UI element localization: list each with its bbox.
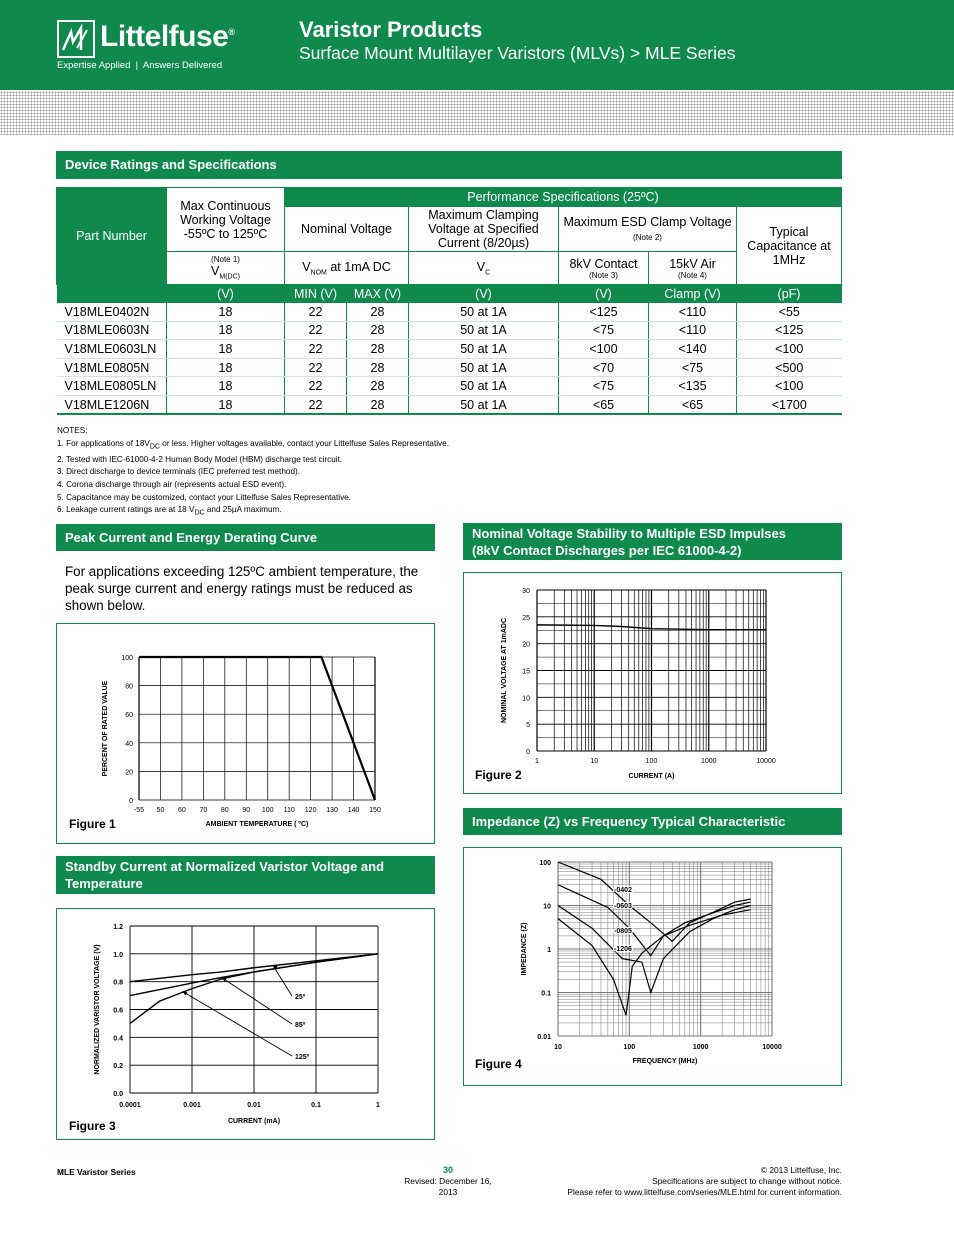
table-cell: 22 xyxy=(285,358,347,377)
figure2-label: Figure 2 xyxy=(475,768,522,782)
table-cell: <100 xyxy=(737,340,842,359)
derating-paragraph: For applications exceeding 125ºC ambient temperature, the peak surge current and energy ratings must be reduced as shown below. xyxy=(65,564,419,613)
x-tick-label: 0.001 xyxy=(183,1102,201,1109)
x-tick-label: 10000 xyxy=(756,758,776,765)
copyright: © 2013 Littelfuse, Inc. xyxy=(760,1165,842,1175)
air-header: 15kV Air (Note 4) xyxy=(649,252,737,285)
table-cell: <135 xyxy=(649,377,737,396)
figure4-box xyxy=(463,847,842,1086)
note-item: 4. Corona discharge through air (represents actual ESD event). xyxy=(57,480,287,490)
standby-heading-line: Standby Current at Normalized Varistor Voltage and xyxy=(65,859,385,874)
x-tick-label: 1000 xyxy=(692,1044,709,1051)
unit-cell: MAX (V) xyxy=(347,285,409,303)
page-number: 30 xyxy=(442,1165,453,1175)
x-tick-label: 1 xyxy=(535,758,539,765)
y-tick-label: 0.0 xyxy=(113,1091,123,1098)
figure2-chart xyxy=(464,573,841,793)
series-annotation: 85º xyxy=(295,1022,306,1029)
table-cell: 28 xyxy=(347,377,409,396)
table-cell: 28 xyxy=(347,303,409,322)
ratings-table xyxy=(56,187,842,415)
footer-center xyxy=(398,1165,498,1198)
stability-heading-line: Nominal Voltage Stability to Multiple ESD Impulses xyxy=(472,526,786,541)
brand-name: Littelfuse® xyxy=(100,20,235,53)
notes-block xyxy=(57,425,449,520)
annotation-leader xyxy=(182,991,292,1056)
x-tick-label: 150 xyxy=(369,807,381,814)
y-tick-label: 5 xyxy=(526,722,530,730)
series-label: -0603 xyxy=(614,903,632,910)
stability-heading-line: (8kV Contact Discharges per IEC 61000-4-2) xyxy=(472,543,742,558)
table-cell: V18MLE0805LN xyxy=(57,377,167,396)
table-cell: <75 xyxy=(649,358,737,377)
standby-heading xyxy=(56,856,435,894)
x-tick-label: -55 xyxy=(133,807,145,814)
table-cell: <75 xyxy=(559,321,649,340)
figure3-chart xyxy=(57,909,434,1139)
figure1-box xyxy=(56,623,435,844)
table-cell: V18MLE0603LN xyxy=(57,340,167,359)
unit-cell: (V) xyxy=(409,285,559,303)
x-tick-label: 110 xyxy=(283,807,295,814)
table-cell: <65 xyxy=(559,395,649,414)
table-cell: <125 xyxy=(559,303,649,322)
x-tick-label: 0.0001 xyxy=(119,1102,141,1109)
table-cell: <125 xyxy=(737,321,842,340)
footer-series: MLE Varistor Series xyxy=(57,1167,136,1177)
series-annotation: 25º xyxy=(295,994,306,1001)
x-tick-label: 80 xyxy=(220,807,229,814)
table-cell: <70 xyxy=(559,358,649,377)
x-tick-label: 0.1 xyxy=(311,1102,321,1109)
table-cell: 50 at 1A xyxy=(409,358,559,377)
unit-cell: (V) xyxy=(559,285,649,303)
standby-heading-line: Temperature xyxy=(65,876,143,891)
y-tick-label: 20 xyxy=(125,769,133,777)
table-cell: 22 xyxy=(285,377,347,396)
spec-notice: Specifications are subject to change without notice. xyxy=(652,1176,842,1186)
unit-cell: (V) xyxy=(167,285,285,303)
table-cell: <500 xyxy=(737,358,842,377)
esd-clamp-header: Maximum ESD Clamp Voltage (Note 2) xyxy=(559,207,737,252)
y-tick-label: 10 xyxy=(522,695,530,703)
dot-pattern-band xyxy=(0,91,954,135)
impedance-curve xyxy=(558,885,751,956)
y-axis-label: NORMALIZED VARISTOR VOLTAGE (V) xyxy=(94,944,101,1075)
figure3-box xyxy=(56,908,435,1140)
x-tick-label: 130 xyxy=(326,807,338,814)
annotation-leader xyxy=(273,965,292,996)
table-row xyxy=(57,358,842,377)
nominal-voltage-header: Nominal Voltage xyxy=(285,207,409,252)
note-item: 6. Leakage current ratings are at 18 $V_{DC}$ and 25µA maximum. xyxy=(57,505,282,517)
x-tick-label: 70 xyxy=(199,807,208,814)
y-axis-label: IMPEDANCE (Z) xyxy=(521,922,528,976)
table-cell: 18 xyxy=(167,321,285,340)
y-tick-label: 1 xyxy=(547,947,551,954)
table-cell: 50 at 1A xyxy=(409,340,559,359)
note-item: 5. Capacitance may be customized, contact your Littelfuse Sales Representative. xyxy=(57,492,351,502)
table-row xyxy=(57,321,842,340)
table-cell: 18 xyxy=(167,358,285,377)
series-annotation: 125º xyxy=(295,1054,310,1061)
table-cell: <65 xyxy=(649,395,737,414)
y-tick-label: 20 xyxy=(522,641,530,649)
y-tick-label: 0.01 xyxy=(537,1034,551,1041)
y-tick-label: 100 xyxy=(539,860,551,867)
table-cell: 50 at 1A xyxy=(409,303,559,322)
x-axis-label: FREQUENCY (MHz) xyxy=(632,1058,698,1065)
y-tick-label: 0.8 xyxy=(113,979,123,987)
table-cell: 22 xyxy=(285,303,347,322)
note-item: 3. Direct discharge to device terminals (IEC preferred test method). xyxy=(57,467,300,477)
unit-cell: (pF) xyxy=(737,285,842,303)
x-axis-label: AMBIENT TEMPERATURE ( ºC) xyxy=(205,821,309,828)
table-row xyxy=(57,303,842,322)
stability-heading xyxy=(463,523,842,560)
x-tick-label: 100 xyxy=(645,758,658,765)
y-tick-label: 1.2 xyxy=(113,924,123,931)
table-row xyxy=(57,340,842,359)
table-cell: 22 xyxy=(285,321,347,340)
x-tick-label: 60 xyxy=(178,807,186,814)
table-cell: <1700 xyxy=(737,395,842,414)
figure2-box xyxy=(463,572,842,794)
figure4-label: Figure 4 xyxy=(475,1057,522,1071)
y-axis-label: PERCENT OF RATED VALUE xyxy=(102,680,109,777)
table-cell: <75 xyxy=(559,377,649,396)
table-cell: 50 at 1A xyxy=(409,377,559,396)
annotation-arrow xyxy=(182,991,187,995)
x-tick-label: 140 xyxy=(347,807,360,814)
table-cell: 50 at 1A xyxy=(409,321,559,340)
vc-header: $V_C$ xyxy=(409,252,559,285)
series-label: -0805 xyxy=(614,928,632,935)
table-cell: <110 xyxy=(649,321,737,340)
performance-header: Performance Specifications (25ºC) xyxy=(285,188,842,207)
y-tick-label: 0.2 xyxy=(113,1063,123,1071)
y-axis-label: NOMINAL VOLTAGE AT 1mADC xyxy=(501,618,508,723)
notes-title: NOTES: xyxy=(57,426,88,435)
y-tick-label: 0.4 xyxy=(113,1035,123,1043)
table-cell: 28 xyxy=(347,395,409,414)
note-item: 2. Tested with IEC-61000-4-2 Human Body Model (HBM) discharge test circuit. xyxy=(57,454,343,464)
y-tick-label: 15 xyxy=(522,668,530,676)
x-tick-label: 90 xyxy=(242,807,251,814)
capacitance-header: Typical Capacitance at 1MHz xyxy=(737,207,842,285)
y-tick-label: 10 xyxy=(543,903,551,911)
table-cell: 18 xyxy=(167,340,285,359)
contact-header: 8kV Contact (Note 3) xyxy=(559,252,649,285)
unit-cell: MIN (V) xyxy=(285,285,347,303)
y-tick-label: 1.0 xyxy=(113,951,123,959)
y-tick-label: 0.1 xyxy=(541,990,551,998)
ratings-heading: Device Ratings and Specifications xyxy=(56,151,842,179)
units-row xyxy=(57,285,842,303)
y-tick-label: 30 xyxy=(522,588,530,595)
table-cell: <100 xyxy=(737,377,842,396)
page-title: Varistor Products xyxy=(299,17,483,42)
vnom-header: $V_{NOM}$ at 1mA DC xyxy=(285,252,409,285)
page-subtitle: Surface Mount Multilayer Varistors (MLVs) > MLE Series xyxy=(299,43,736,63)
revised-date: Revised: December 16, 2013 xyxy=(404,1176,492,1197)
table-cell: V18MLE1206N xyxy=(57,395,167,414)
table-cell: V18MLE0402N xyxy=(57,303,167,322)
y-tick-label: 40 xyxy=(125,740,133,748)
table-cell: <100 xyxy=(559,340,649,359)
page-header xyxy=(0,0,954,90)
x-tick-label: 120 xyxy=(304,807,317,814)
table-row xyxy=(57,395,842,414)
derating-heading: Peak Current and Energy Derating Curve xyxy=(56,524,435,551)
refer-link[interactable]: Please refer to www.littelfuse.com/series/MLE.html for current information. xyxy=(567,1187,842,1197)
clamping-voltage-header: Maximum Clamping Voltage at Specified Current (8/20µs) xyxy=(409,207,559,252)
series-label: -0402 xyxy=(614,887,632,894)
figure4-chart xyxy=(464,848,841,1085)
x-tick-label: 10 xyxy=(590,758,599,765)
table-cell: V18MLE0603N xyxy=(57,321,167,340)
vm-header: (Note 1) $V_{M(DC)}$ xyxy=(167,252,285,285)
table-cell: <140 xyxy=(649,340,737,359)
max-continuous-header: Max Continuous Working Voltage -55ºC to 125ºC xyxy=(167,188,285,252)
table-row xyxy=(57,377,842,396)
impedance-heading: Impedance (Z) vs Frequency Typical Characteristic xyxy=(463,808,842,835)
table-cell: 28 xyxy=(347,340,409,359)
table-cell: 28 xyxy=(347,358,409,377)
table-cell: 50 at 1A xyxy=(409,395,559,414)
footer-right xyxy=(567,1165,842,1198)
x-tick-label: 10000 xyxy=(762,1044,782,1051)
figure1-chart xyxy=(57,624,434,843)
table-cell: 22 xyxy=(285,395,347,414)
derating-curve xyxy=(139,657,375,800)
y-tick-label: 80 xyxy=(125,683,133,691)
table-cell: V18MLE0805N xyxy=(57,358,167,377)
x-tick-label: 50 xyxy=(156,807,165,814)
table-cell: 18 xyxy=(167,377,285,396)
figure1-label: Figure 1 xyxy=(69,817,116,831)
y-tick-label: 60 xyxy=(125,712,133,720)
table-cell: <55 xyxy=(737,303,842,322)
x-tick-label: 1000 xyxy=(700,758,717,765)
table-cell: 18 xyxy=(167,395,285,414)
table-cell: 18 xyxy=(167,303,285,322)
note-item: 1. For applications of $18V_{DC}$ or less. Higher voltages available, contact your Littelfuse Sales Representative. xyxy=(57,438,449,451)
unit-cell: Clamp (V) xyxy=(649,285,737,303)
x-axis-label: CURRENT (A) xyxy=(628,773,675,780)
brand-tagline: Expertise Applied | Answers Delivered xyxy=(57,60,223,71)
x-tick-label: 100 xyxy=(261,807,274,814)
table-cell: <110 xyxy=(649,303,737,322)
x-axis-label: CURRENT (mA) xyxy=(227,1118,281,1125)
littelfuse-logo-icon xyxy=(57,20,95,58)
figure3-label: Figure 3 xyxy=(69,1119,116,1133)
y-tick-label: 25 xyxy=(522,614,530,622)
x-tick-label: 1 xyxy=(376,1102,380,1109)
x-tick-label: 0.01 xyxy=(247,1102,261,1109)
y-tick-label: 0.6 xyxy=(113,1007,123,1015)
y-tick-label: 100 xyxy=(121,655,133,662)
table-cell: 22 xyxy=(285,340,347,359)
table-cell: 28 xyxy=(347,321,409,340)
y-tick-label: 0 xyxy=(526,749,530,756)
annotation-leader xyxy=(222,977,292,1024)
series-label: -1206 xyxy=(614,946,632,953)
part-number-header: Part Number xyxy=(57,188,167,285)
x-tick-label: 100 xyxy=(623,1044,636,1051)
y-tick-label: 0 xyxy=(129,798,133,805)
impedance-curve xyxy=(558,862,751,941)
x-tick-label: 10 xyxy=(554,1044,562,1051)
